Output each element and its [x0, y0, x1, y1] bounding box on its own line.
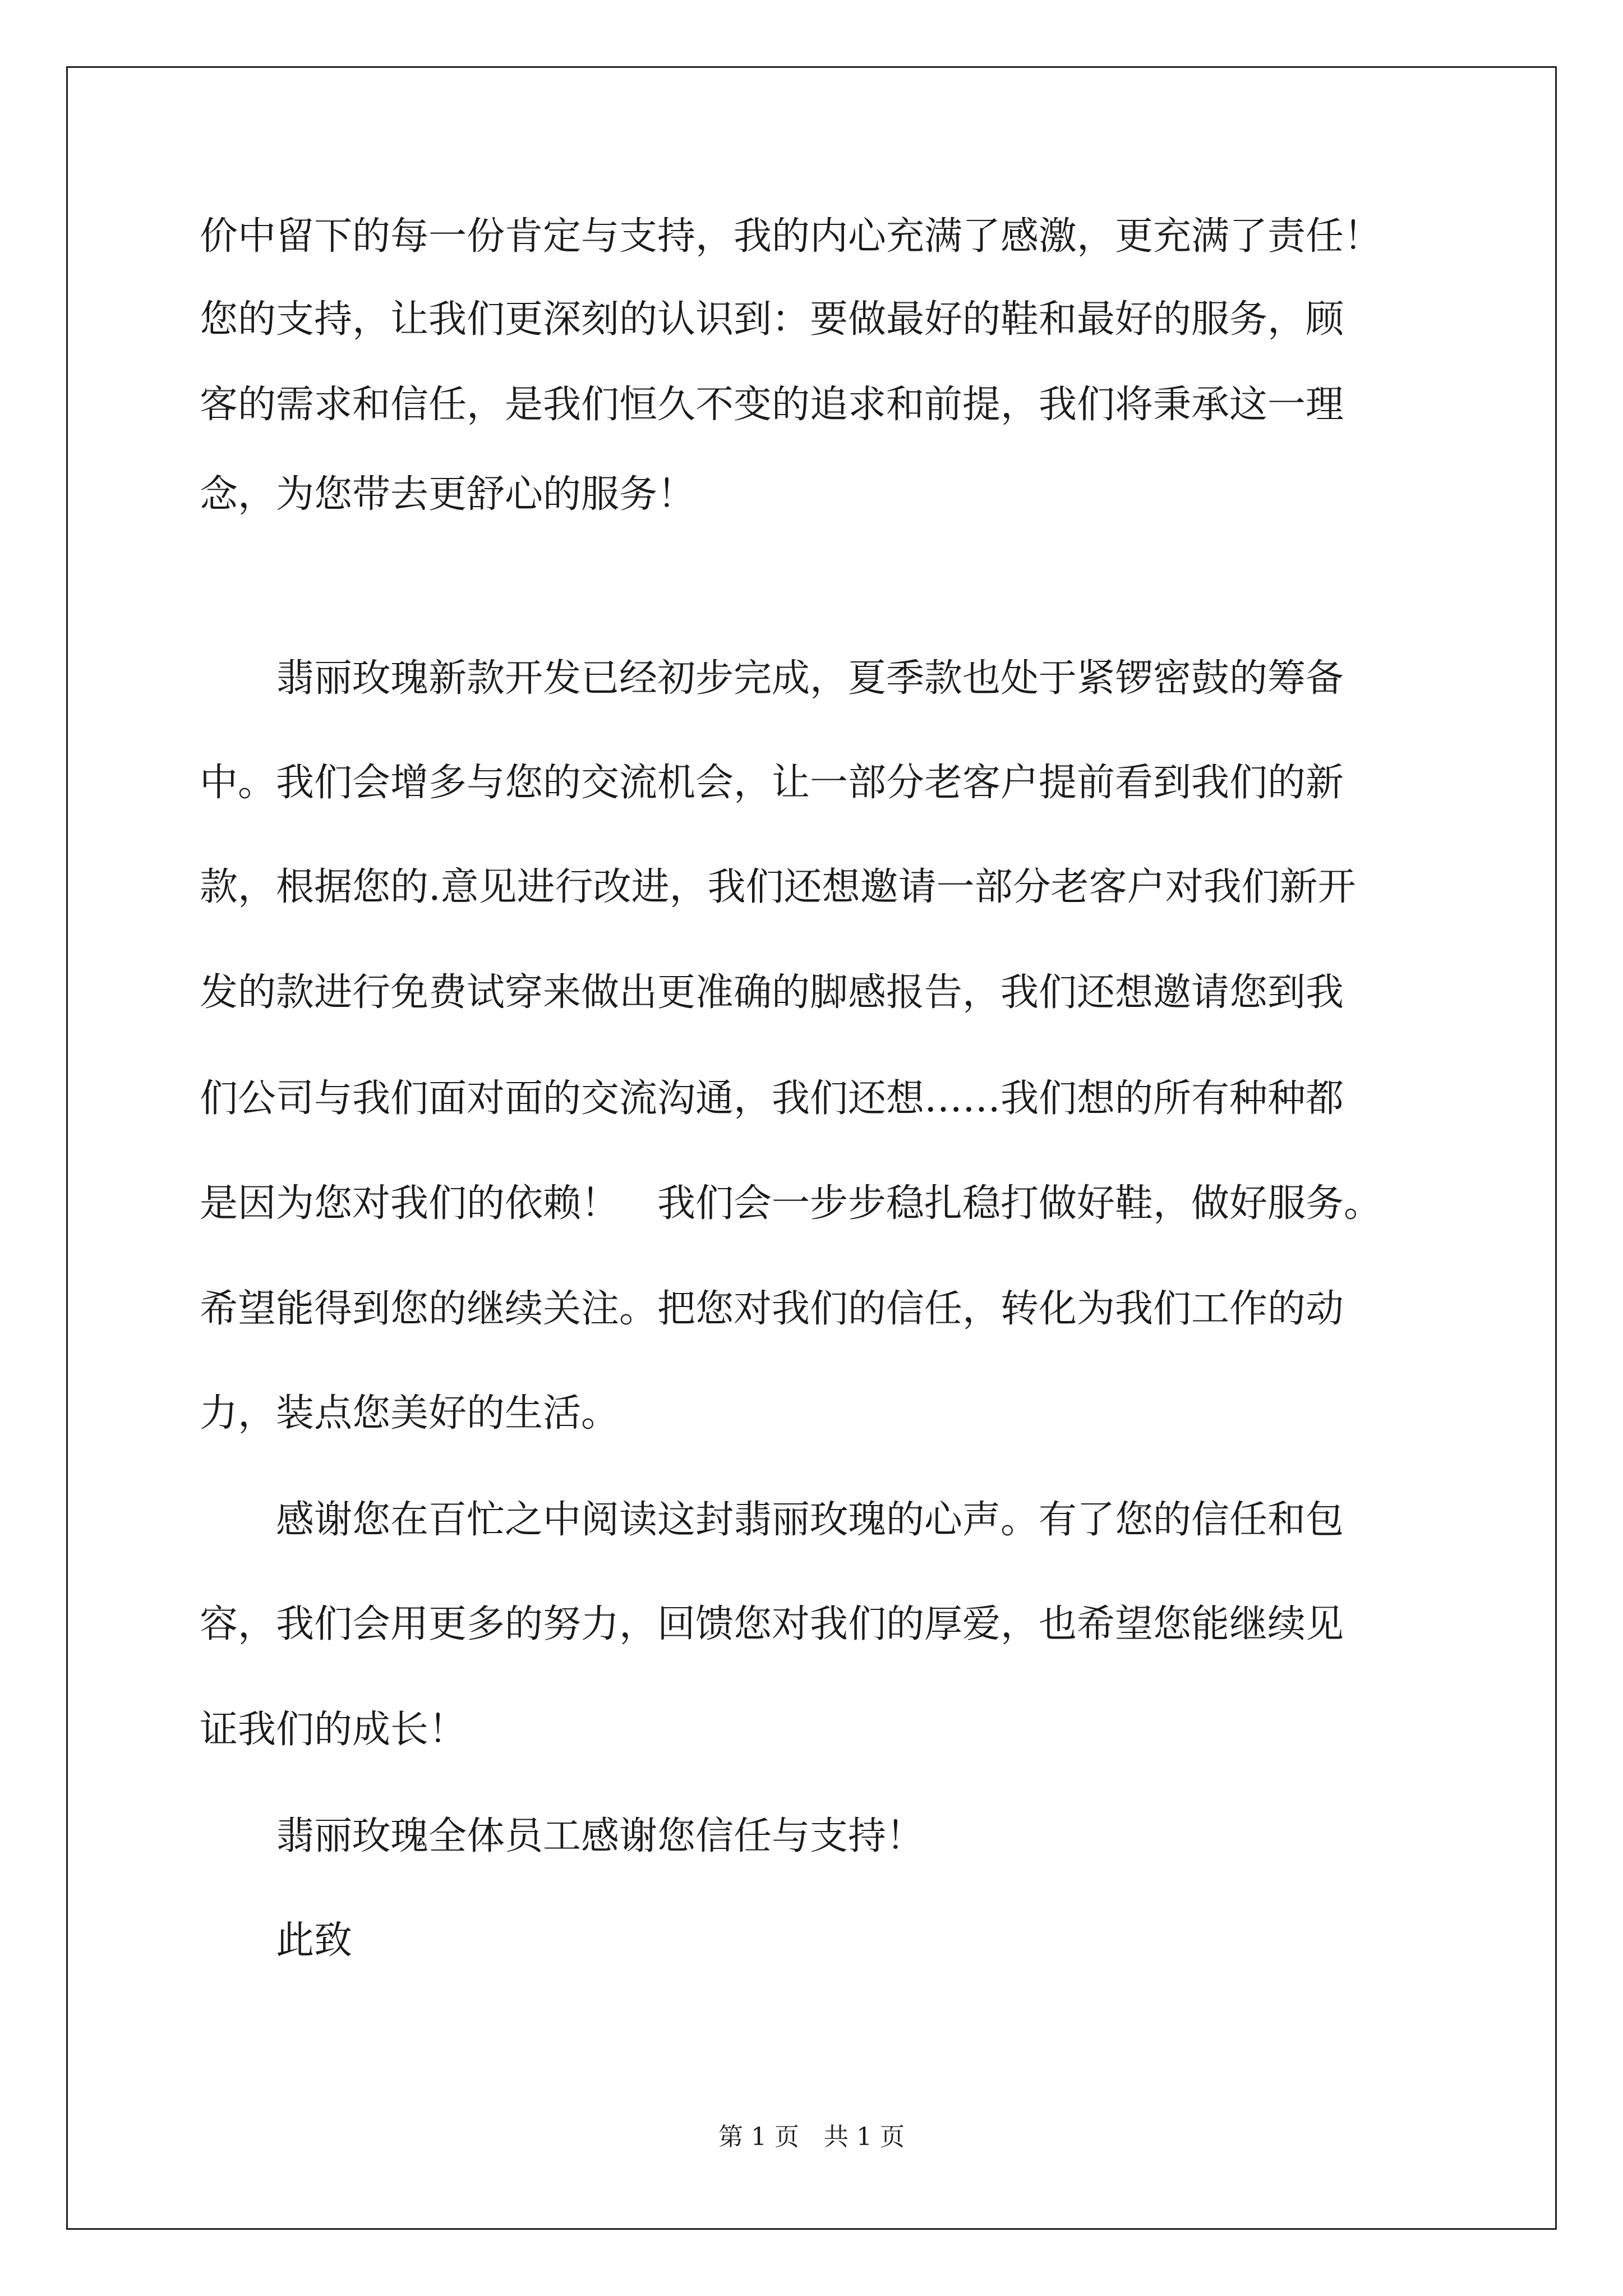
text-line: 念，为您带去更舒心的服务！ — [200, 472, 696, 517]
text-line: 中。我们会增多与您的交流机会，让一部分老客户提前看到我们的新 — [200, 761, 1344, 805]
text-line: 价中留下的每一份肯定与支持，我的内心充满了感激，更充满了责任！ — [200, 214, 1382, 259]
text-line: 容，我们会用更多的努力，回馈您对我们的厚爱，也希望您能继续见 — [200, 1602, 1344, 1646]
text-line: 感谢您在百忙之中阅读这封翡丽玫瑰的心声。有了您的信任和包 — [200, 1498, 1344, 1542]
page-number: 第 1 页 共 1 页 — [718, 2123, 905, 2151]
text-line: 是因为您对我们的依赖！ 我们会一步步稳扎稳打做好鞋，做好服务。 — [200, 1181, 1382, 1226]
text-line: 发的款进行免费试穿来做出更准确的脚感报告，我们还想邀请您到我 — [200, 970, 1344, 1015]
text-line: 力，装点您美好的生活。 — [200, 1391, 620, 1435]
text-line: 翡丽玫瑰新款开发已经初步完成，夏季款也处于紧锣密鼓的筹备 — [200, 656, 1344, 701]
text-line: 客的需求和信任，是我们恒久不变的追求和前提，我们将秉承这一理 — [200, 383, 1344, 427]
text-line: 希望能得到您的继续关注。把您对我们的信任，转化为我们工作的动 — [200, 1287, 1344, 1331]
text-line: 证我们的成长！ — [200, 1708, 467, 1752]
text-line: 翡丽玫瑰全体员工感谢您信任与支持！ — [200, 1814, 925, 1858]
text-line: 款，根据您的.意见进行改进，我们还想邀请一部分老客户对我们新开 — [200, 865, 1356, 909]
text-line: 们公司与我们面对面的交流沟通，我们还想……我们想的所有种种都 — [200, 1076, 1344, 1121]
text-line: 您的支持，让我们更深刻的认识到：要做最好的鞋和最好的服务，顾 — [200, 297, 1344, 342]
text-line: 此致 — [200, 1918, 353, 1963]
